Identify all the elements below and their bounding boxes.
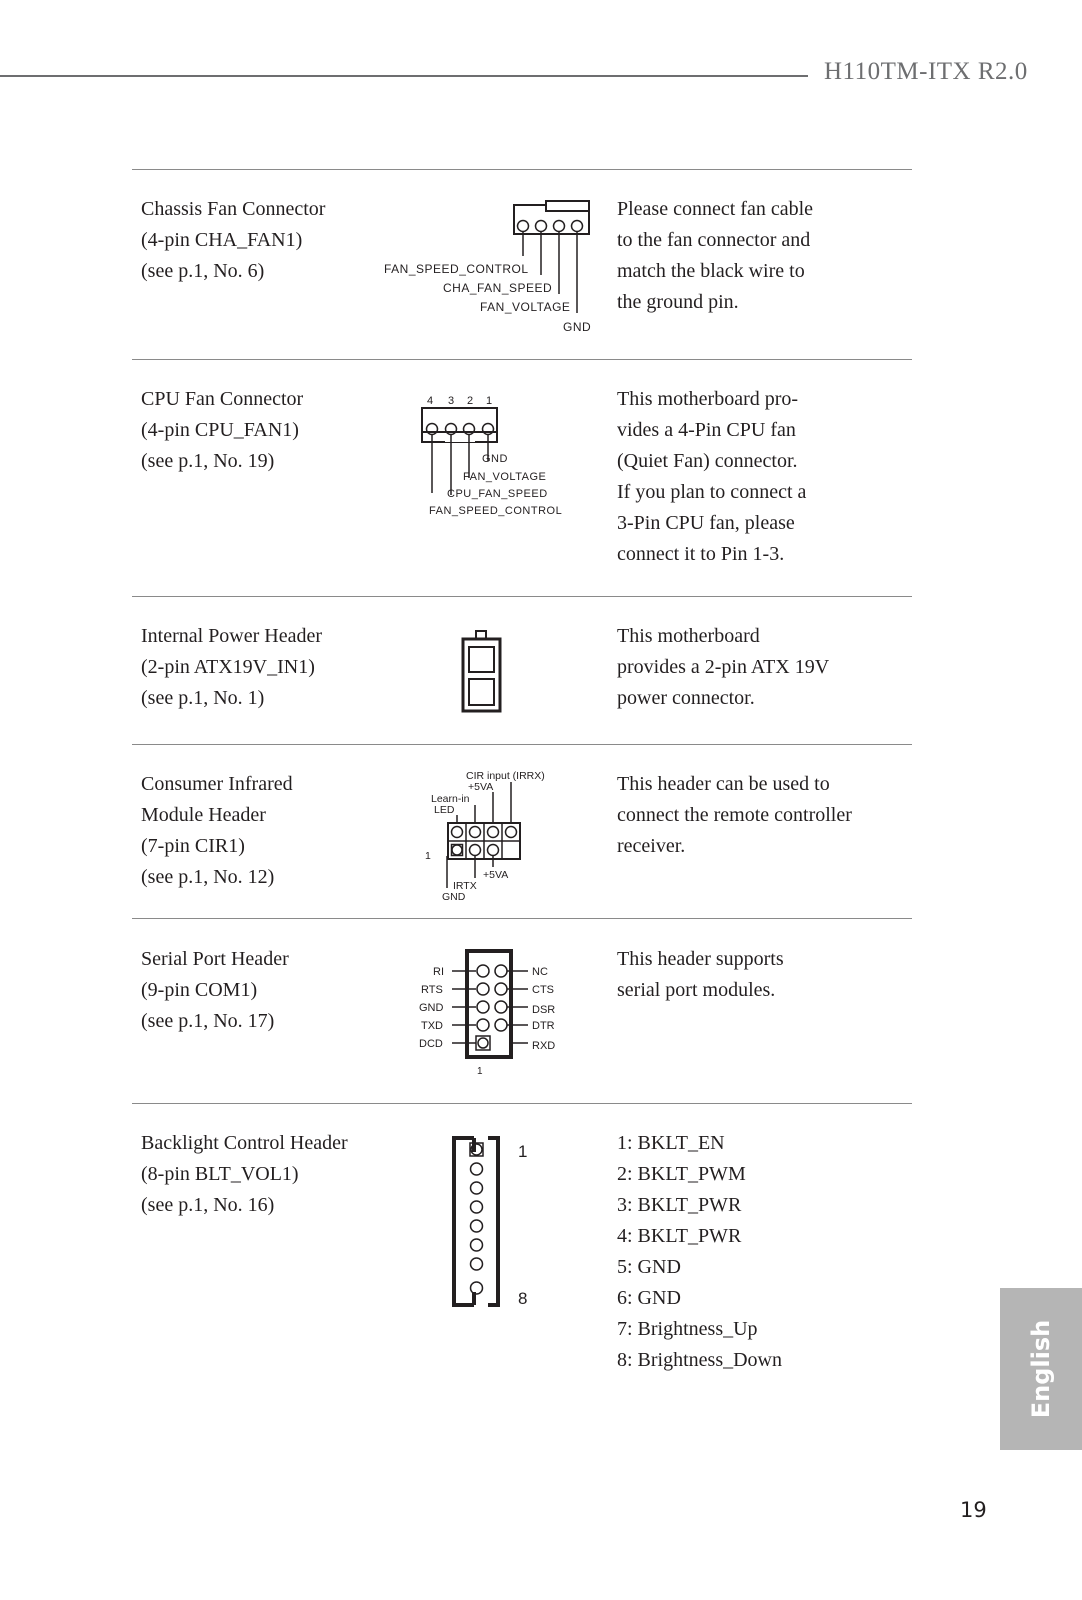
fan-voltage-label: FAN_VOLTAGE <box>463 471 547 483</box>
nc-label: NC <box>532 966 548 978</box>
rts-label: RTS <box>421 984 443 996</box>
backlight-pin-list: 1: BKLT_EN 2: BKLT_PWM 3: BKLT_PWR 4: BKLT_PWR 5: GND 6: GND 7: Brightness_Up 8: Brightness_Down <box>617 1132 782 1371</box>
cpu-fan-description: This motherboard pro- vides a 4-Pin CPU fan (Quiet Fan) connector. If you plan to connect a 3-Pin CPU fan, please connect it to Pin 1-3. <box>617 388 807 565</box>
header-rule <box>0 75 808 77</box>
pin-number-3: 3 <box>448 395 455 407</box>
pin1-label: 1 <box>477 1066 483 1077</box>
fan-voltage-label: FAN_VOLTAGE <box>480 300 571 314</box>
cts-label: CTS <box>532 984 554 996</box>
pin-8-label: 8 <box>518 1289 528 1308</box>
5va-top-label: +5VA <box>468 781 494 793</box>
pin-number-4: 4 <box>427 395 434 407</box>
cha-fan-speed-label: CHA_FAN_SPEED <box>443 281 553 295</box>
page-number: 19 <box>960 1498 987 1522</box>
backlight-title: Backlight Control Header (8-pin BLT_VOL1) (see p.1, No. 16) <box>141 1132 348 1216</box>
chassis-fan-description: Please connect fan cable to the fan connector and match the black wire to the ground pin. <box>617 198 814 313</box>
gnd-label: GND <box>563 320 592 334</box>
dtr-label: DTR <box>532 1020 555 1032</box>
section-divider <box>132 744 912 745</box>
cir-pin-diagram <box>420 764 570 906</box>
learn-in-label: Learn-in <box>431 793 470 805</box>
chassis-fan-title: Chassis Fan Connector (4-pin CHA_FAN1) (see p.1, No. 6) <box>141 198 326 282</box>
txd-label: TXD <box>421 1020 443 1032</box>
cir-input-label: CIR input (IRRX) <box>466 770 545 782</box>
pin-number-2: 2 <box>467 395 474 407</box>
gnd-label: GND <box>419 1002 444 1014</box>
fan-speed-control-label: FAN_SPEED_CONTROL <box>384 262 529 276</box>
serial-port-title: Serial Port Header (9-pin COM1) (see p.1, No. 17) <box>141 948 289 1032</box>
backlight-pin-diagram <box>448 1130 538 1312</box>
irtx-label: IRTX <box>453 880 477 892</box>
serial-port-description: This header supports serial port modules. <box>617 948 784 1001</box>
ri-label: RI <box>433 966 444 978</box>
5va-bottom-label: +5VA <box>483 869 509 881</box>
pin-1-label: 1 <box>518 1142 528 1161</box>
section-divider <box>132 359 912 360</box>
cir-description: This header can be used to connect the remote controller receiver. <box>617 773 852 857</box>
cpu-fan-pin-diagram <box>415 390 595 525</box>
internal-power-connector-diagram <box>455 628 515 716</box>
language-tab-label: English <box>1027 1319 1055 1419</box>
cir-title: Consumer Infrared Module Header (7-pin CIR1) (see p.1, No. 12) <box>141 773 293 888</box>
section-divider <box>132 596 912 597</box>
section-divider <box>132 918 912 919</box>
chassis-fan-pin-diagram <box>370 196 600 346</box>
section-divider <box>132 1103 912 1104</box>
cpu-fan-title: CPU Fan Connector (4-pin CPU_FAN1) (see p.1, No. 19) <box>141 388 304 472</box>
cpu-fan-speed-label: CPU_FAN_SPEED <box>447 488 548 500</box>
internal-power-description: This motherboard provides a 2-pin ATX 19V power connector. <box>617 625 830 709</box>
serial-port-pin-diagram <box>410 946 570 1081</box>
pin1-label: 1 <box>425 850 431 862</box>
gnd-label: GND <box>482 453 508 465</box>
pin-number-1: 1 <box>486 395 493 407</box>
dcd-label: DCD <box>419 1038 443 1050</box>
section-divider <box>132 169 912 170</box>
internal-power-title: Internal Power Header (2-pin ATX19V_IN1) (see p.1, No. 1) <box>141 625 323 709</box>
dsr-label: DSR <box>532 1004 556 1016</box>
led-label: LED <box>434 804 455 816</box>
page-title: H110TM-ITX R2.0 <box>824 58 1028 85</box>
language-tab <box>1000 1288 1082 1450</box>
rxd-label: RXD <box>532 1040 556 1052</box>
gnd-label: GND <box>442 891 466 903</box>
fan-speed-control-label: FAN_SPEED_CONTROL <box>429 505 563 517</box>
